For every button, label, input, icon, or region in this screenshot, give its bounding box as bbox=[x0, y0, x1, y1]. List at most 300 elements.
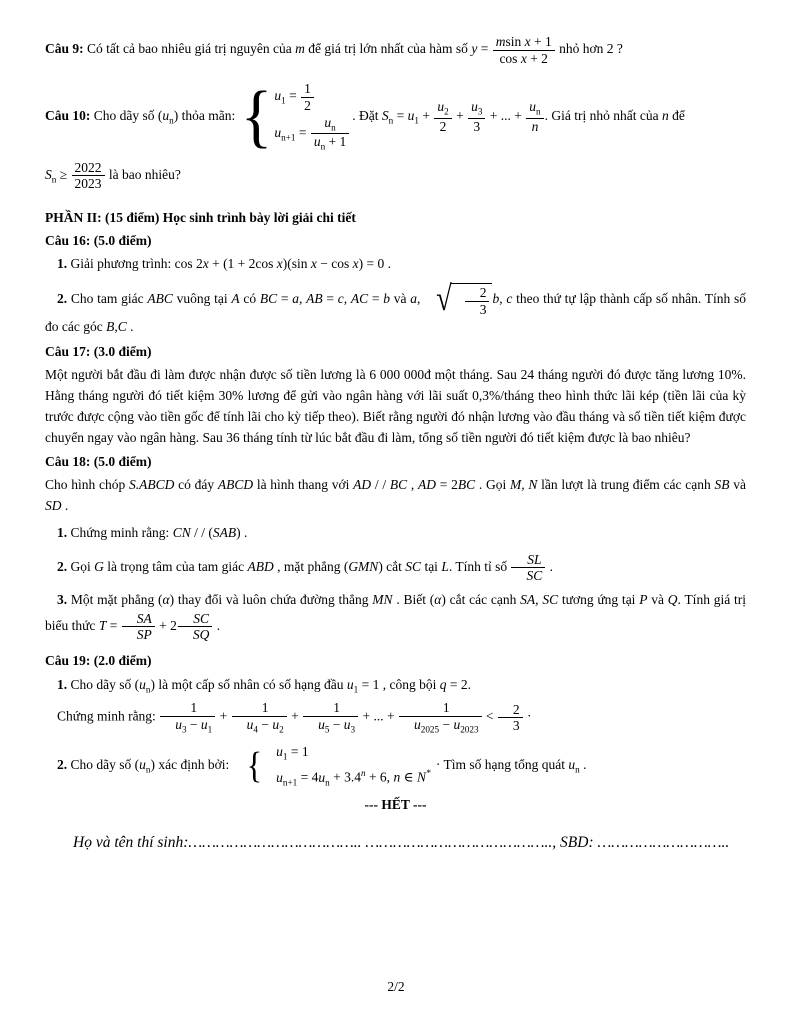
denominator bbox=[468, 119, 485, 135]
text-run: Cho tam giác bbox=[67, 291, 148, 307]
var-with-subscript bbox=[318, 769, 330, 788]
numerator bbox=[498, 702, 523, 719]
text-run: vuông tại bbox=[172, 291, 232, 307]
italic-text: m bbox=[495, 34, 506, 49]
text-run: . Giá trị nhỏ nhất của bbox=[544, 107, 662, 123]
cases-rows bbox=[274, 80, 350, 154]
numerator bbox=[434, 99, 451, 118]
subscript: 1 bbox=[414, 115, 419, 126]
text-run: = bbox=[106, 617, 121, 633]
fraction bbox=[71, 160, 106, 192]
radical-sign: √ bbox=[436, 279, 452, 319]
fraction bbox=[398, 700, 483, 735]
italic-text: AC bbox=[350, 291, 369, 307]
cases-row bbox=[274, 114, 350, 154]
fraction bbox=[159, 700, 216, 735]
var-with-subscript bbox=[346, 676, 359, 695]
fraction bbox=[302, 700, 359, 735]
var-with-subscript bbox=[139, 676, 151, 695]
italic-text: M, N bbox=[510, 476, 538, 492]
text-run: . bbox=[579, 756, 587, 772]
italic-text: b bbox=[492, 291, 500, 307]
var-with-subscript bbox=[139, 756, 151, 775]
text-run: . bbox=[546, 558, 553, 574]
var-with-subscript bbox=[407, 107, 419, 126]
text-run: 1 bbox=[442, 700, 450, 716]
numerator bbox=[465, 285, 490, 302]
text-run: + bbox=[287, 708, 303, 724]
subscript: n+1 bbox=[282, 777, 298, 788]
var-base: u bbox=[246, 716, 254, 732]
text-run: 1 bbox=[304, 81, 311, 97]
var-with-subscript bbox=[313, 134, 326, 152]
text-run: theo thứ tự lập thành cấp số nhân. Tính số đo các góc bbox=[45, 291, 747, 335]
italic-text: m bbox=[295, 41, 305, 57]
numerator bbox=[311, 115, 349, 134]
text-run: 3 bbox=[473, 118, 481, 134]
var-base: u bbox=[413, 716, 421, 732]
numerator bbox=[122, 611, 155, 628]
bold-text: 2. bbox=[57, 291, 68, 307]
italic-text: ABC bbox=[147, 291, 173, 307]
var-with-subscript bbox=[343, 716, 356, 735]
var-with-subscript bbox=[246, 716, 258, 735]
text-run: để giá trị lớn nhất của hàm số bbox=[304, 41, 472, 57]
var-with-subscript bbox=[45, 166, 57, 185]
question-10 bbox=[45, 77, 746, 155]
subscript: n bbox=[320, 142, 326, 152]
subscript: n bbox=[325, 777, 330, 788]
italic-text: SA bbox=[136, 610, 152, 626]
left-brace-icon: { bbox=[246, 744, 263, 787]
text-run: Chứng minh rằng: bbox=[67, 524, 173, 540]
superscript-text: * bbox=[425, 768, 431, 779]
italic-text: x bbox=[310, 256, 317, 272]
text-run: = bbox=[477, 41, 492, 57]
italic-text: AD bbox=[353, 476, 372, 492]
denominator bbox=[303, 717, 358, 735]
italic-text: G bbox=[94, 558, 104, 574]
text-run: , bbox=[407, 476, 419, 492]
text-run: Có tất cả bao nhiêu giá trị nguyên của bbox=[87, 41, 296, 57]
text-run: nhỏ hơn 2 ? bbox=[555, 41, 623, 57]
subscript: 2 bbox=[279, 724, 284, 735]
text-run: . Tính giá trị biểu thức bbox=[45, 591, 746, 633]
denominator bbox=[511, 568, 545, 584]
text-run: là trọng tâm của tam giác bbox=[103, 558, 248, 574]
question-10-continued bbox=[45, 160, 746, 192]
page-number: 2/2 bbox=[387, 979, 405, 995]
text-run: ) cắt bbox=[378, 558, 406, 574]
text-run: + bbox=[452, 107, 468, 123]
italic-text: Q bbox=[667, 591, 678, 607]
text-run: . Tính tỉ số bbox=[448, 558, 511, 574]
italic-text: CN bbox=[172, 524, 191, 540]
italic-text: BC bbox=[389, 476, 408, 492]
cases-row bbox=[274, 80, 314, 114]
text-run: 2 bbox=[479, 285, 487, 301]
var-with-subscript bbox=[175, 716, 187, 735]
subscript: n bbox=[51, 174, 57, 185]
var-base: u bbox=[139, 756, 146, 772]
subscript: n bbox=[145, 684, 151, 695]
fraction bbox=[467, 99, 486, 134]
text-run: 1 bbox=[333, 700, 340, 716]
italic-text: ABD bbox=[247, 558, 274, 574]
text-run: Cho dãy số ( bbox=[67, 676, 140, 692]
var-base: u bbox=[318, 769, 326, 785]
italic-text: q bbox=[439, 676, 447, 692]
subscript: 1 bbox=[207, 724, 213, 735]
text-run: + bbox=[216, 708, 231, 724]
denominator bbox=[311, 134, 349, 152]
italic-text: SQ bbox=[192, 627, 210, 643]
fraction bbox=[231, 700, 288, 735]
fraction bbox=[497, 702, 524, 734]
text-run: Chứng minh rằng: bbox=[57, 708, 160, 724]
var-with-subscript bbox=[200, 716, 213, 735]
text-run: 3 bbox=[479, 301, 487, 317]
subscript: 1 bbox=[282, 751, 288, 762]
denominator bbox=[399, 717, 482, 735]
italic-text: B bbox=[106, 319, 115, 335]
fraction bbox=[177, 611, 214, 643]
text-run: ) thay đổi và luôn chứa đường thẳng bbox=[169, 591, 373, 607]
var-with-subscript bbox=[274, 88, 286, 106]
subscript: n bbox=[169, 115, 174, 126]
denominator bbox=[232, 717, 287, 735]
italic-text: SD bbox=[45, 497, 62, 513]
part2-heading: PHẦN II: (15 điểm) Học sinh trình bày lời giải chi tiết bbox=[45, 209, 356, 225]
var-with-subscript bbox=[276, 744, 288, 762]
var-base: u bbox=[272, 716, 280, 732]
italic-text: x bbox=[202, 256, 209, 272]
text-run: Cho dãy số ( bbox=[93, 107, 163, 123]
text-run: / / ( bbox=[190, 524, 213, 540]
text-run: tương ứng tại bbox=[558, 591, 640, 607]
end-of-exam-mark: --- HẾT --- bbox=[364, 796, 427, 812]
q18-item-1 bbox=[45, 523, 746, 544]
q18-intro bbox=[45, 475, 746, 517]
bold-text: 3. bbox=[57, 591, 68, 607]
text-run: 2 bbox=[512, 701, 520, 717]
subscript: n bbox=[575, 764, 580, 775]
fraction bbox=[525, 99, 544, 134]
text-run: 3 bbox=[512, 718, 520, 734]
italic-text: b bbox=[383, 291, 391, 307]
var-base: u bbox=[568, 756, 576, 772]
q18-heading: Câu 18: (5.0 điểm) bbox=[45, 453, 152, 469]
var-with-subscript bbox=[162, 107, 174, 126]
q19-item-1 bbox=[45, 675, 746, 697]
text-run: = 1 bbox=[287, 744, 309, 760]
italic-text: P bbox=[639, 591, 648, 607]
q18-item-3 bbox=[45, 590, 746, 643]
text-run: có đáy bbox=[174, 476, 218, 492]
italic-text: x bbox=[520, 50, 527, 66]
italic-text: S.ABCD bbox=[128, 476, 175, 492]
text-run: + 6, bbox=[365, 769, 394, 785]
text-run: + ... + bbox=[359, 708, 398, 724]
cases-group bbox=[235, 741, 431, 790]
text-run: sin bbox=[505, 34, 525, 49]
denominator bbox=[526, 119, 543, 135]
italic-text: n bbox=[661, 107, 669, 123]
bold-text: 2. bbox=[57, 558, 68, 574]
numerator bbox=[160, 700, 215, 717]
text-run: là hình thang với bbox=[253, 476, 354, 492]
var-base: S bbox=[381, 107, 389, 123]
text-run: = 1 , công bội bbox=[358, 676, 440, 692]
text-run: Giải phương trình: cos 2 bbox=[67, 256, 203, 272]
italic-text: L bbox=[441, 558, 449, 574]
text-run: = bbox=[322, 291, 338, 307]
text-run: , bbox=[343, 291, 351, 307]
var-with-subscript bbox=[272, 716, 284, 735]
var-base: u bbox=[200, 716, 208, 732]
text-run: + 3.4 bbox=[329, 769, 361, 785]
subscript: 4 bbox=[253, 724, 258, 735]
q19-item-2 bbox=[45, 741, 746, 790]
subscript: 3 bbox=[477, 107, 483, 118]
numerator bbox=[232, 700, 287, 717]
italic-text: AD bbox=[418, 476, 437, 492]
var-with-subscript bbox=[324, 115, 336, 133]
text-run: 2022 bbox=[74, 159, 102, 175]
var-base: u bbox=[162, 107, 170, 123]
var-base: S bbox=[45, 166, 52, 182]
text-run: cos bbox=[499, 50, 521, 66]
text-run: = 4 bbox=[297, 769, 319, 785]
var-with-subscript bbox=[437, 99, 449, 118]
text-run: 1 bbox=[190, 700, 198, 716]
text-run: + 1 bbox=[530, 34, 552, 49]
q17-heading: Câu 17: (3.0 điểm) bbox=[45, 344, 152, 360]
italic-text: SC bbox=[526, 568, 543, 584]
denominator bbox=[72, 176, 105, 192]
italic-text: SAB bbox=[212, 524, 237, 540]
numerator bbox=[493, 34, 555, 51]
denominator bbox=[122, 627, 155, 643]
denominator bbox=[493, 51, 555, 67]
italic-text: x bbox=[352, 256, 359, 272]
numerator bbox=[301, 81, 314, 98]
var-with-subscript bbox=[381, 107, 394, 126]
text-run: , bbox=[299, 291, 307, 307]
text-run: − bbox=[439, 716, 454, 732]
fraction bbox=[510, 552, 546, 584]
italic-text: SA, SC bbox=[520, 591, 559, 607]
text-run: và bbox=[390, 291, 411, 307]
text-run: + (1 + 2cos bbox=[208, 256, 277, 272]
cases-rows bbox=[264, 741, 430, 790]
subscript: n bbox=[388, 115, 394, 126]
italic-text: BC bbox=[259, 291, 278, 307]
subscript: 3 bbox=[350, 724, 356, 735]
cases-row bbox=[264, 741, 308, 765]
subscript: 2023 bbox=[460, 724, 479, 735]
bold-text: Câu 9: bbox=[45, 41, 88, 57]
italic-text: c bbox=[337, 291, 344, 307]
subscript: n bbox=[331, 122, 336, 133]
italic-text: x bbox=[276, 256, 283, 272]
var-with-subscript bbox=[568, 756, 580, 775]
italic-text: x bbox=[524, 34, 531, 49]
italic-text: SC bbox=[193, 610, 209, 626]
text-run: 2 bbox=[304, 97, 311, 113]
text-run: < bbox=[482, 708, 497, 724]
text-run: tại bbox=[421, 558, 442, 574]
numerator bbox=[526, 99, 543, 118]
var-base: u bbox=[175, 716, 182, 732]
italic-text: A bbox=[231, 291, 240, 307]
text-run: . bbox=[61, 497, 69, 513]
italic-text: ABCD bbox=[217, 476, 254, 492]
var-with-subscript bbox=[318, 716, 330, 735]
numerator bbox=[511, 552, 545, 569]
fraction bbox=[310, 115, 350, 153]
q16-heading: Câu 16: (5.0 điểm) bbox=[45, 232, 152, 248]
text-run: , bbox=[417, 291, 425, 307]
subscript: 2025 bbox=[420, 724, 440, 735]
text-run: − bbox=[186, 716, 201, 732]
text-run: · Tìm số hạng tổng quát bbox=[432, 756, 569, 772]
var-base: u bbox=[453, 716, 461, 732]
fraction bbox=[121, 611, 156, 643]
subscript: 5 bbox=[324, 724, 330, 735]
text-run: · bbox=[523, 708, 532, 724]
var-base: u bbox=[318, 716, 325, 732]
text-run: , bbox=[114, 319, 118, 335]
bold-text: 2. bbox=[57, 756, 68, 772]
denominator bbox=[178, 627, 213, 643]
var-base: u bbox=[139, 676, 146, 692]
bold-text: 1. bbox=[57, 524, 68, 540]
text-run: = bbox=[295, 124, 310, 140]
superscript-text: n bbox=[360, 768, 366, 779]
fraction bbox=[300, 81, 315, 113]
text-run: + 2 bbox=[526, 50, 548, 66]
candidate-name-line: Họ và tên thí sinh:……………………………….. ………………………………….., SBD: ……………………….. bbox=[73, 834, 730, 852]
denominator bbox=[498, 718, 523, 734]
var-base: u bbox=[274, 124, 282, 140]
text-run: ∈ bbox=[400, 769, 417, 785]
q17-body: Một người bắt đầu đi làm được nhận được số tiền lương là 6 000 000đ một tháng. Sau 24 tháng người đó được tăng lương 10%. Hằng tháng người đó tiết kiệm 30% lương để gửi vào ngân hàng với lãi suất 0,3%/tháng theo hình thức lãi kép (tiền lãi của kỳ trước được cộng vào tiền gốc để tính lãi cho kỳ tiếp theo). Biết rằng người đó nhận lương vào đầu tháng và số tiền tiết kiệm được chuyển ngay vào ngân hàng. Sau 36 tháng tính từ lúc bắt đầu đi làm, tổng số tiền người đó tiết kiệm được là bao nhiêu? bbox=[45, 367, 746, 445]
text-run: Một mặt phẳng ( bbox=[67, 591, 163, 607]
text-run: ≥ bbox=[56, 166, 71, 182]
numerator bbox=[178, 611, 213, 628]
q18-item-2 bbox=[45, 552, 746, 584]
italic-text: c bbox=[506, 291, 513, 307]
cases-row bbox=[264, 765, 430, 790]
var-base: u bbox=[276, 769, 283, 785]
q19-proof-line bbox=[45, 700, 746, 735]
var-base: u bbox=[346, 676, 354, 692]
italic-text: MN bbox=[372, 591, 393, 607]
italic-text: α bbox=[434, 591, 442, 607]
text-run: ) cắt các cạnh bbox=[441, 591, 521, 607]
text-run: + ... + bbox=[486, 107, 526, 123]
text-run: 1 bbox=[261, 700, 269, 716]
var-base: u bbox=[529, 99, 537, 115]
fraction bbox=[433, 99, 452, 134]
text-run: và bbox=[647, 591, 668, 607]
var-with-subscript bbox=[471, 99, 483, 118]
italic-text: n bbox=[531, 118, 539, 134]
text-run: Cho hình chóp bbox=[45, 476, 129, 492]
italic-text: SP bbox=[136, 627, 152, 643]
text-run: Gọi bbox=[67, 558, 95, 574]
fraction bbox=[464, 285, 491, 317]
denominator bbox=[434, 119, 451, 135]
var-base: u bbox=[274, 88, 282, 104]
var-base: u bbox=[313, 134, 321, 150]
var-base: u bbox=[471, 99, 478, 115]
var-with-subscript bbox=[274, 124, 296, 143]
text-run: , bbox=[499, 291, 507, 307]
text-run: lần lượt là trung điểm các cạnh bbox=[537, 476, 715, 492]
italic-text: AB bbox=[306, 291, 323, 307]
text-run: = bbox=[285, 88, 301, 104]
text-run: . Gọi bbox=[475, 476, 511, 492]
denominator bbox=[160, 717, 215, 735]
denominator bbox=[301, 98, 314, 114]
italic-text: SB bbox=[714, 476, 730, 492]
numerator bbox=[399, 700, 482, 717]
italic-text: SC bbox=[405, 558, 422, 574]
text-run: . bbox=[126, 319, 134, 335]
text-run: / / bbox=[371, 476, 390, 492]
italic-text: GMN bbox=[348, 558, 379, 574]
text-run: = 2 bbox=[436, 476, 458, 492]
left-brace-icon: { bbox=[240, 77, 273, 155]
text-run: + bbox=[418, 107, 434, 123]
q16-item-1 bbox=[45, 254, 746, 275]
subscript: n+1 bbox=[281, 132, 296, 143]
var-base: u bbox=[407, 107, 415, 123]
text-run: = bbox=[368, 291, 384, 307]
var-with-subscript bbox=[453, 716, 479, 735]
q16-item-2 bbox=[45, 279, 747, 338]
subscript: 3 bbox=[181, 724, 187, 735]
text-run: để bbox=[668, 107, 685, 123]
italic-text: n bbox=[393, 769, 401, 785]
var-base: u bbox=[437, 99, 445, 115]
q19-heading: Câu 19: (2.0 điểm) bbox=[45, 652, 152, 668]
numerator bbox=[468, 99, 485, 118]
var-with-subscript bbox=[413, 716, 440, 735]
numerator bbox=[303, 700, 358, 717]
bold-text: 1. bbox=[57, 676, 68, 692]
cases-group bbox=[240, 77, 351, 155]
subscript: 2 bbox=[444, 107, 449, 118]
text-run: Cho dãy số ( bbox=[67, 756, 140, 772]
numerator bbox=[72, 160, 105, 177]
italic-text: BC bbox=[457, 476, 476, 492]
text-run: . bbox=[213, 617, 221, 633]
subscript: n bbox=[145, 764, 151, 775]
italic-text: C bbox=[117, 319, 127, 335]
italic-text: a bbox=[292, 291, 299, 307]
text-run: . Đặt bbox=[352, 107, 382, 123]
italic-text: α bbox=[162, 591, 170, 607]
italic-text: SL bbox=[527, 551, 542, 567]
text-run: là bao nhiêu? bbox=[105, 166, 181, 182]
text-run: ) = 0 . bbox=[358, 256, 392, 272]
text-run: = bbox=[393, 107, 408, 123]
fraction bbox=[492, 34, 556, 66]
radicand bbox=[451, 283, 493, 317]
